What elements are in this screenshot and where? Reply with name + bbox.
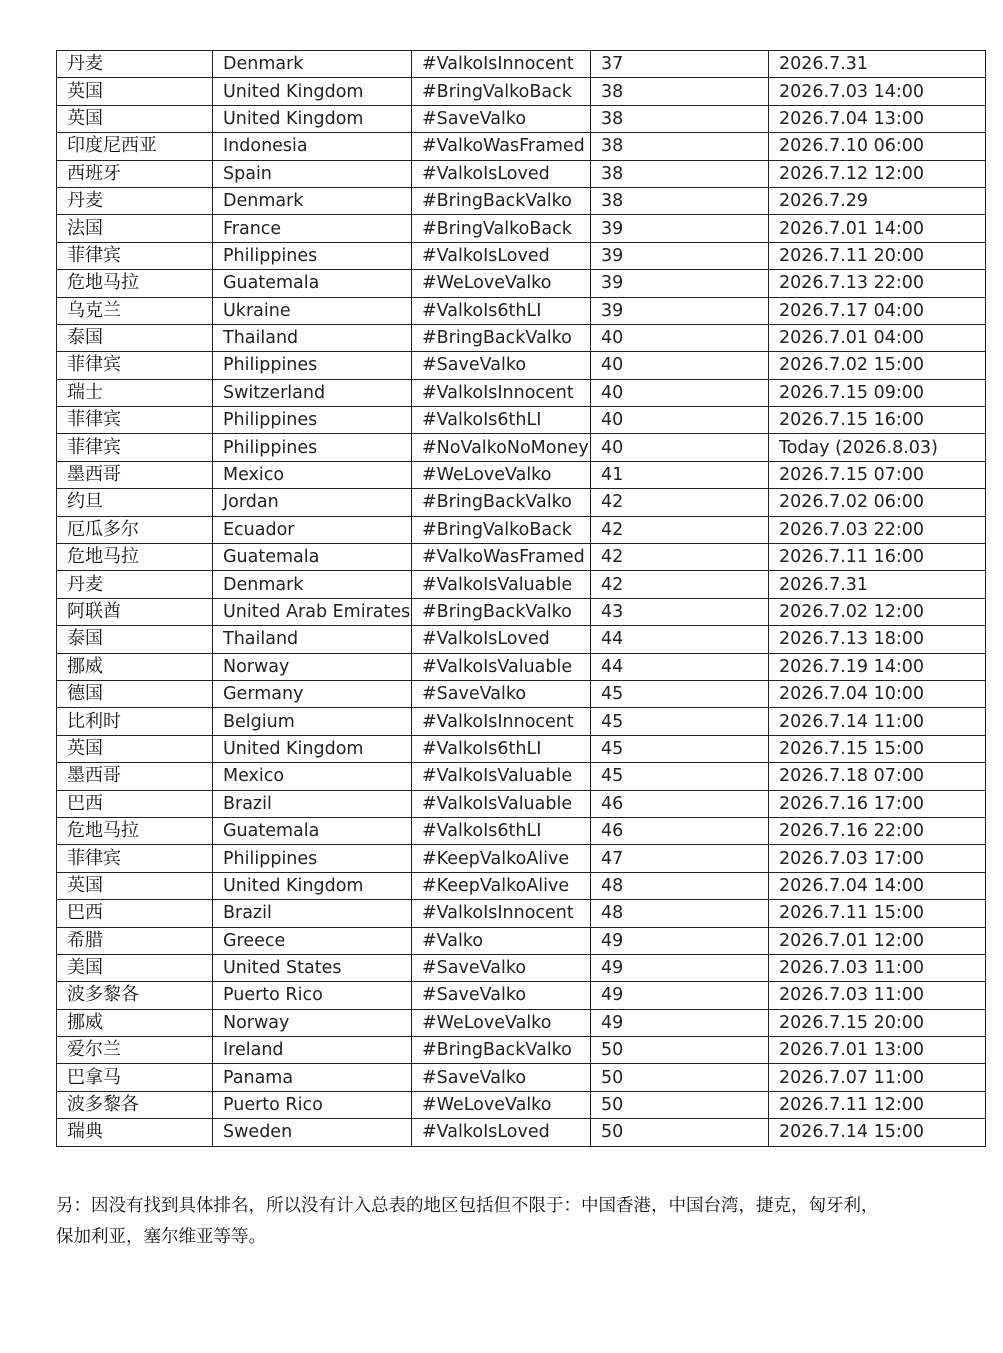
time-cell: 2026.7.03 14:00 <box>769 78 986 105</box>
rank-cell: 45 <box>591 763 769 790</box>
rank-cell: 42 <box>591 516 769 543</box>
time-cell: 2026.7.10 06:00 <box>769 133 986 160</box>
table-row <box>57 900 986 927</box>
region-zh-cell: 英国 <box>57 78 213 105</box>
time-cell: 2026.7.03 11:00 <box>769 954 986 981</box>
time-cell: 2026.7.15 16:00 <box>769 407 986 434</box>
country-cell: Jordan <box>213 489 412 516</box>
country-cell: Spain <box>213 160 412 187</box>
table-row <box>57 105 986 132</box>
region-zh-cell: 比利时 <box>57 708 213 735</box>
table-row <box>57 297 986 324</box>
region-zh-cell: 英国 <box>57 872 213 899</box>
region-zh-cell: 危地马拉 <box>57 544 213 571</box>
country-cell: Indonesia <box>213 133 412 160</box>
hashtag-cell: #BringBackValko <box>412 598 591 625</box>
time-cell: 2026.7.11 15:00 <box>769 900 986 927</box>
rank-cell: 49 <box>591 982 769 1009</box>
country-cell: Philippines <box>213 434 412 461</box>
hashtag-cell: #ValkoIsLoved <box>412 242 591 269</box>
time-cell: 2026.7.15 09:00 <box>769 379 986 406</box>
country-cell: Thailand <box>213 324 412 351</box>
rank-cell: 42 <box>591 571 769 598</box>
table-row <box>57 434 986 461</box>
country-cell: Panama <box>213 1064 412 1091</box>
rank-cell: 38 <box>591 133 769 160</box>
hashtag-cell: #SaveValko <box>412 1064 591 1091</box>
region-zh-cell: 泰国 <box>57 626 213 653</box>
country-cell: Guatemala <box>213 544 412 571</box>
region-zh-cell: 墨西哥 <box>57 461 213 488</box>
time-cell: 2026.7.02 15:00 <box>769 352 986 379</box>
table-row <box>57 187 986 214</box>
hashtag-cell: #WeLoveValko <box>412 1009 591 1036</box>
time-cell: 2026.7.17 04:00 <box>769 297 986 324</box>
country-cell: Philippines <box>213 242 412 269</box>
rank-cell: 45 <box>591 708 769 735</box>
region-zh-cell: 德国 <box>57 680 213 707</box>
table-row <box>57 379 986 406</box>
rank-cell: 40 <box>591 407 769 434</box>
hashtag-cell: #ValkoIsLoved <box>412 1119 591 1146</box>
hashtag-cell: #ValkoIsInnocent <box>412 379 591 406</box>
rank-cell: 40 <box>591 352 769 379</box>
time-cell: 2026.7.04 13:00 <box>769 105 986 132</box>
hashtag-cell: #ValkoWasFramed <box>412 133 591 160</box>
hashtag-cell: #ValkoIsInnocent <box>412 900 591 927</box>
region-zh-cell: 丹麦 <box>57 571 213 598</box>
hashtag-cell: #WeLoveValko <box>412 270 591 297</box>
country-cell: United Kingdom <box>213 78 412 105</box>
hashtag-cell: #ValkoIsLoved <box>412 160 591 187</box>
rank-cell: 47 <box>591 845 769 872</box>
hashtag-ranking-table <box>56 50 986 1147</box>
rank-cell: 42 <box>591 544 769 571</box>
rank-cell: 50 <box>591 1119 769 1146</box>
region-zh-cell: 英国 <box>57 105 213 132</box>
table-row <box>57 763 986 790</box>
time-cell: 2026.7.11 16:00 <box>769 544 986 571</box>
table-row <box>57 571 986 598</box>
rank-cell: 38 <box>591 105 769 132</box>
table-row <box>57 352 986 379</box>
country-cell: United Arab Emirates <box>213 598 412 625</box>
hashtag-cell: #ValkoIsValuable <box>412 763 591 790</box>
table-row <box>57 544 986 571</box>
hashtag-cell: #BringValkoBack <box>412 78 591 105</box>
region-zh-cell: 挪威 <box>57 653 213 680</box>
rank-cell: 50 <box>591 1064 769 1091</box>
region-zh-cell: 乌克兰 <box>57 297 213 324</box>
rank-cell: 40 <box>591 434 769 461</box>
hashtag-cell: #BringBackValko <box>412 1037 591 1064</box>
time-cell: 2026.7.18 07:00 <box>769 763 986 790</box>
rank-cell: 50 <box>591 1037 769 1064</box>
region-zh-cell: 危地马拉 <box>57 270 213 297</box>
country-cell: Belgium <box>213 708 412 735</box>
time-cell: 2026.7.14 11:00 <box>769 708 986 735</box>
hashtag-cell: #Valko <box>412 927 591 954</box>
region-zh-cell: 菲律宾 <box>57 352 213 379</box>
hashtag-cell: #ValkoIs6thLI <box>412 817 591 844</box>
table-row <box>57 927 986 954</box>
country-cell: Denmark <box>213 187 412 214</box>
country-cell: United Kingdom <box>213 872 412 899</box>
footnote-line-2: 保加利亚，塞尔维亚等等。 <box>56 1227 266 1247</box>
table-row <box>57 242 986 269</box>
rank-cell: 39 <box>591 297 769 324</box>
country-cell: United Kingdom <box>213 735 412 762</box>
country-cell: Thailand <box>213 626 412 653</box>
rank-cell: 38 <box>591 78 769 105</box>
region-zh-cell: 英国 <box>57 735 213 762</box>
region-zh-cell: 波多黎各 <box>57 982 213 1009</box>
region-zh-cell: 瑞典 <box>57 1119 213 1146</box>
country-cell: Philippines <box>213 352 412 379</box>
time-cell: Today (2026.8.03) <box>769 434 986 461</box>
table-row <box>57 78 986 105</box>
time-cell: 2026.7.15 07:00 <box>769 461 986 488</box>
rank-cell: 45 <box>591 735 769 762</box>
hashtag-cell: #BringBackValko <box>412 187 591 214</box>
hashtag-cell: #ValkoIsValuable <box>412 790 591 817</box>
time-cell: 2026.7.16 17:00 <box>769 790 986 817</box>
table-row <box>57 954 986 981</box>
time-cell: 2026.7.01 14:00 <box>769 215 986 242</box>
table-row <box>57 270 986 297</box>
country-cell: United Kingdom <box>213 105 412 132</box>
region-zh-cell: 菲律宾 <box>57 434 213 461</box>
region-zh-cell: 危地马拉 <box>57 817 213 844</box>
table-row <box>57 516 986 543</box>
country-cell: Switzerland <box>213 379 412 406</box>
country-cell: Puerto Rico <box>213 1091 412 1118</box>
table-body <box>57 51 986 1147</box>
hashtag-cell: #BringValkoBack <box>412 516 591 543</box>
time-cell: 2026.7.31 <box>769 51 986 78</box>
time-cell: 2026.7.07 11:00 <box>769 1064 986 1091</box>
hashtag-cell: #BringBackValko <box>412 489 591 516</box>
time-cell: 2026.7.13 22:00 <box>769 270 986 297</box>
rank-cell: 44 <box>591 626 769 653</box>
country-cell: Ukraine <box>213 297 412 324</box>
time-cell: 2026.7.02 06:00 <box>769 489 986 516</box>
country-cell: Greece <box>213 927 412 954</box>
table-row <box>57 626 986 653</box>
rank-cell: 49 <box>591 954 769 981</box>
region-zh-cell: 瑞士 <box>57 379 213 406</box>
rank-cell: 41 <box>591 461 769 488</box>
hashtag-cell: #WeLoveValko <box>412 1091 591 1118</box>
region-zh-cell: 丹麦 <box>57 187 213 214</box>
hashtag-cell: #KeepValkoAlive <box>412 845 591 872</box>
region-zh-cell: 菲律宾 <box>57 407 213 434</box>
hashtag-cell: #ValkoIsInnocent <box>412 51 591 78</box>
region-zh-cell: 阿联酋 <box>57 598 213 625</box>
table-row <box>57 461 986 488</box>
table-row <box>57 708 986 735</box>
rank-cell: 50 <box>591 1091 769 1118</box>
table-row <box>57 51 986 78</box>
region-zh-cell: 波多黎各 <box>57 1091 213 1118</box>
time-cell: 2026.7.04 14:00 <box>769 872 986 899</box>
rank-cell: 38 <box>591 160 769 187</box>
region-zh-cell: 墨西哥 <box>57 763 213 790</box>
hashtag-cell: #BringBackValko <box>412 324 591 351</box>
country-cell: Philippines <box>213 407 412 434</box>
rank-cell: 39 <box>591 215 769 242</box>
time-cell: 2026.7.29 <box>769 187 986 214</box>
rank-cell: 48 <box>591 872 769 899</box>
country-cell: Philippines <box>213 845 412 872</box>
region-zh-cell: 西班牙 <box>57 160 213 187</box>
country-cell: Guatemala <box>213 817 412 844</box>
table-row <box>57 790 986 817</box>
hashtag-cell: #ValkoIsInnocent <box>412 708 591 735</box>
country-cell: Sweden <box>213 1119 412 1146</box>
region-zh-cell: 爱尔兰 <box>57 1037 213 1064</box>
table-row <box>57 1037 986 1064</box>
region-zh-cell: 印度尼西亚 <box>57 133 213 160</box>
time-cell: 2026.7.31 <box>769 571 986 598</box>
hashtag-cell: #ValkoIs6thLI <box>412 407 591 434</box>
table-row <box>57 215 986 242</box>
hashtag-cell: #ValkoIs6thLI <box>412 735 591 762</box>
table-row <box>57 982 986 1009</box>
hashtag-cell: #ValkoIs6thLI <box>412 297 591 324</box>
region-zh-cell: 丹麦 <box>57 51 213 78</box>
table-row <box>57 1091 986 1118</box>
table-row <box>57 1064 986 1091</box>
region-zh-cell: 法国 <box>57 215 213 242</box>
country-cell: Norway <box>213 1009 412 1036</box>
time-cell: 2026.7.04 10:00 <box>769 680 986 707</box>
time-cell: 2026.7.03 22:00 <box>769 516 986 543</box>
region-zh-cell: 希腊 <box>57 927 213 954</box>
country-cell: Denmark <box>213 571 412 598</box>
region-zh-cell: 美国 <box>57 954 213 981</box>
hashtag-cell: #NoValkoNoMoney <box>412 434 591 461</box>
footnote <box>56 1191 956 1253</box>
country-cell: United States <box>213 954 412 981</box>
time-cell: 2026.7.03 11:00 <box>769 982 986 1009</box>
time-cell: 2026.7.12 12:00 <box>769 160 986 187</box>
rank-cell: 49 <box>591 927 769 954</box>
region-zh-cell: 约旦 <box>57 489 213 516</box>
time-cell: 2026.7.16 22:00 <box>769 817 986 844</box>
country-cell: Brazil <box>213 900 412 927</box>
country-cell: France <box>213 215 412 242</box>
rank-cell: 46 <box>591 790 769 817</box>
rank-cell: 39 <box>591 242 769 269</box>
country-cell: Guatemala <box>213 270 412 297</box>
time-cell: 2026.7.14 15:00 <box>769 1119 986 1146</box>
hashtag-cell: #KeepValkoAlive <box>412 872 591 899</box>
time-cell: 2026.7.01 13:00 <box>769 1037 986 1064</box>
table-row <box>57 817 986 844</box>
hashtag-cell: #SaveValko <box>412 954 591 981</box>
region-zh-cell: 泰国 <box>57 324 213 351</box>
country-cell: Norway <box>213 653 412 680</box>
region-zh-cell: 挪威 <box>57 1009 213 1036</box>
hashtag-cell: #WeLoveValko <box>412 461 591 488</box>
table-row <box>57 845 986 872</box>
time-cell: 2026.7.02 12:00 <box>769 598 986 625</box>
hashtag-cell: #ValkoWasFramed <box>412 544 591 571</box>
rank-cell: 44 <box>591 653 769 680</box>
time-cell: 2026.7.11 12:00 <box>769 1091 986 1118</box>
rank-cell: 40 <box>591 379 769 406</box>
table-row <box>57 1119 986 1146</box>
hashtag-cell: #SaveValko <box>412 105 591 132</box>
region-zh-cell: 菲律宾 <box>57 242 213 269</box>
hashtag-cell: #SaveValko <box>412 982 591 1009</box>
table-row <box>57 407 986 434</box>
rank-cell: 43 <box>591 598 769 625</box>
hashtag-cell: #SaveValko <box>412 352 591 379</box>
table-row <box>57 489 986 516</box>
table-row <box>57 160 986 187</box>
region-zh-cell: 巴西 <box>57 790 213 817</box>
time-cell: 2026.7.19 14:00 <box>769 653 986 680</box>
table-row <box>57 324 986 351</box>
rank-cell: 40 <box>591 324 769 351</box>
rank-cell: 45 <box>591 680 769 707</box>
table-row <box>57 133 986 160</box>
table-row <box>57 1009 986 1036</box>
table-row <box>57 680 986 707</box>
table-row <box>57 872 986 899</box>
table-row <box>57 653 986 680</box>
time-cell: 2026.7.13 18:00 <box>769 626 986 653</box>
rank-cell: 48 <box>591 900 769 927</box>
table-row <box>57 598 986 625</box>
hashtag-cell: #BringValkoBack <box>412 215 591 242</box>
rank-cell: 38 <box>591 187 769 214</box>
hashtag-cell: #ValkoIsValuable <box>412 571 591 598</box>
rank-cell: 42 <box>591 489 769 516</box>
hashtag-cell: #ValkoIsValuable <box>412 653 591 680</box>
country-cell: Ireland <box>213 1037 412 1064</box>
table-row <box>57 735 986 762</box>
country-cell: Mexico <box>213 763 412 790</box>
hashtag-cell: #ValkoIsLoved <box>412 626 591 653</box>
time-cell: 2026.7.15 20:00 <box>769 1009 986 1036</box>
rank-cell: 37 <box>591 51 769 78</box>
time-cell: 2026.7.01 04:00 <box>769 324 986 351</box>
footnote-line-1: 另：因没有找到具体排名，所以没有计入总表的地区包括但不限于：中国香港，中国台湾，捷克，匈牙利， <box>56 1196 879 1216</box>
country-cell: Ecuador <box>213 516 412 543</box>
time-cell: 2026.7.15 15:00 <box>769 735 986 762</box>
country-cell: Brazil <box>213 790 412 817</box>
rank-cell: 39 <box>591 270 769 297</box>
time-cell: 2026.7.03 17:00 <box>769 845 986 872</box>
country-cell: Mexico <box>213 461 412 488</box>
country-cell: Denmark <box>213 51 412 78</box>
region-zh-cell: 菲律宾 <box>57 845 213 872</box>
country-cell: Puerto Rico <box>213 982 412 1009</box>
rank-cell: 46 <box>591 817 769 844</box>
time-cell: 2026.7.11 20:00 <box>769 242 986 269</box>
hashtag-cell: #SaveValko <box>412 680 591 707</box>
region-zh-cell: 巴西 <box>57 900 213 927</box>
region-zh-cell: 厄瓜多尔 <box>57 516 213 543</box>
country-cell: Germany <box>213 680 412 707</box>
region-zh-cell: 巴拿马 <box>57 1064 213 1091</box>
time-cell: 2026.7.01 12:00 <box>769 927 986 954</box>
rank-cell: 49 <box>591 1009 769 1036</box>
